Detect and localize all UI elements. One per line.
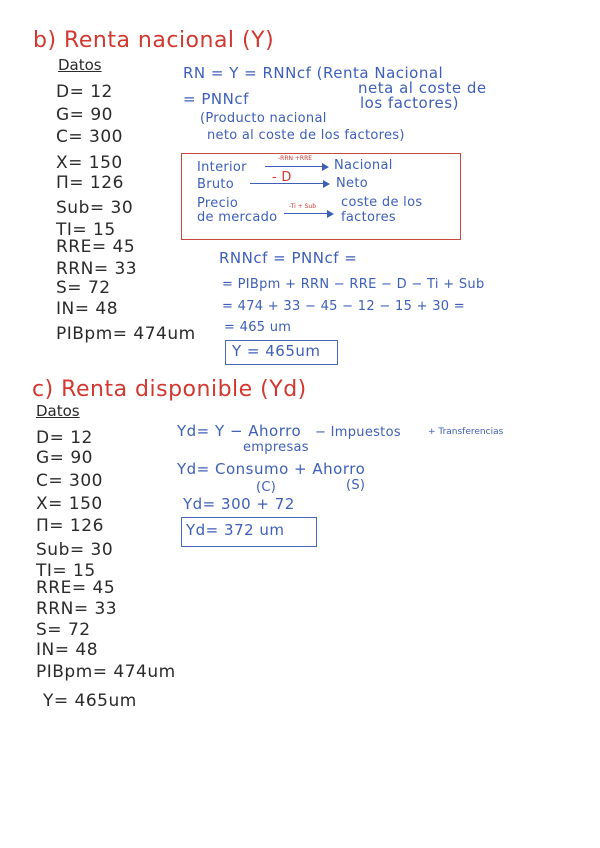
data-value: C= 300 bbox=[36, 471, 103, 491]
box-nacional: Nacional bbox=[334, 158, 393, 173]
yd-equation-1: Yd= Y − Ahorro bbox=[177, 422, 302, 440]
data-value: G= 90 bbox=[36, 448, 93, 468]
box-neto: Neto bbox=[336, 176, 368, 191]
data-value: D= 12 bbox=[36, 428, 93, 448]
box-row2-operation: - D bbox=[272, 170, 292, 185]
section-b-title: b) Renta nacional (Y) bbox=[33, 28, 275, 53]
data-value: PIBpm= 474um bbox=[56, 324, 196, 344]
data-value: S= 72 bbox=[36, 620, 91, 640]
data-value: D= 12 bbox=[56, 82, 113, 102]
result-yd: Yd= 372 um bbox=[186, 521, 285, 539]
data-value: Sub= 30 bbox=[56, 198, 134, 218]
yd-equation-3: Yd= 300 + 72 bbox=[183, 495, 295, 513]
yd-equation-2: Yd= Consumo + Ahorro bbox=[177, 460, 366, 478]
calc-line-1: RNNcf = PNNcf = bbox=[219, 249, 358, 267]
calc-line-4: = 465 um bbox=[224, 320, 292, 335]
data-value: RRE= 45 bbox=[36, 578, 116, 598]
equation-pnncf: = PNNcf bbox=[183, 90, 249, 108]
data-value: TI= 15 bbox=[36, 561, 96, 581]
data-value: Sub= 30 bbox=[36, 540, 114, 560]
yd-equation-2-s: (S) bbox=[346, 478, 366, 493]
data-value: X= 150 bbox=[36, 494, 103, 514]
data-value: S= 72 bbox=[56, 278, 111, 298]
box-factores: factores bbox=[341, 210, 396, 225]
section-c-title: c) Renta disponible (Yd) bbox=[32, 377, 307, 402]
data-value: RRE= 45 bbox=[56, 237, 136, 257]
box-bruto: Bruto bbox=[197, 177, 235, 192]
yd-equation-1-impuestos: − Impuestos bbox=[315, 425, 401, 440]
note-line-2: neto al coste de los factores) bbox=[207, 128, 405, 143]
calc-line-2: = PIBpm + RRN − RRE − D − Ti + Sub bbox=[222, 277, 485, 292]
arrow-right-icon bbox=[250, 183, 328, 184]
definition-line-2: neta al coste de bbox=[358, 79, 487, 97]
yd-equation-1-transferencias: + Transferencias bbox=[428, 427, 504, 437]
box-interior: Interior bbox=[197, 160, 247, 175]
data-value: TI= 15 bbox=[56, 220, 116, 240]
data-value: G= 90 bbox=[56, 105, 113, 125]
datos-label-c: Datos bbox=[36, 402, 80, 420]
box-row1-operation: -RRN +RRE bbox=[278, 155, 313, 162]
calc-line-3: = 474 + 33 − 45 − 12 − 15 + 30 = bbox=[222, 299, 465, 314]
data-value: IN= 48 bbox=[36, 640, 99, 660]
data-value: IN= 48 bbox=[56, 299, 119, 319]
data-value: C= 300 bbox=[56, 127, 123, 147]
datos-label-b: Datos bbox=[58, 56, 102, 74]
arrow-right-icon bbox=[284, 213, 332, 214]
box-de-mercado: de mercado bbox=[197, 210, 278, 225]
data-value: Π= 126 bbox=[56, 173, 124, 193]
data-value: X= 150 bbox=[56, 153, 123, 173]
arrow-right-icon bbox=[265, 166, 327, 167]
data-value: Y= 465um bbox=[43, 691, 137, 711]
yd-equation-2-c: (C) bbox=[256, 480, 277, 495]
result-y: Y = 465um bbox=[232, 342, 321, 360]
note-line-1: (Producto nacional bbox=[200, 111, 327, 126]
yd-equation-1-empresas: empresas bbox=[243, 440, 309, 455]
box-precio: Precio bbox=[197, 196, 239, 211]
data-value: Π= 126 bbox=[36, 516, 104, 536]
definition-line-3: los factores) bbox=[360, 94, 459, 112]
box-coste-de-los: coste de los bbox=[341, 195, 423, 210]
data-value: RRN= 33 bbox=[36, 599, 118, 619]
box-row3-operation: -Ti + Sub bbox=[289, 203, 317, 210]
data-value: RRN= 33 bbox=[56, 259, 138, 279]
definition-line-1: RN = Y = RNNcf (Renta Nacional bbox=[183, 64, 444, 82]
data-value: PIBpm= 474um bbox=[36, 662, 176, 682]
